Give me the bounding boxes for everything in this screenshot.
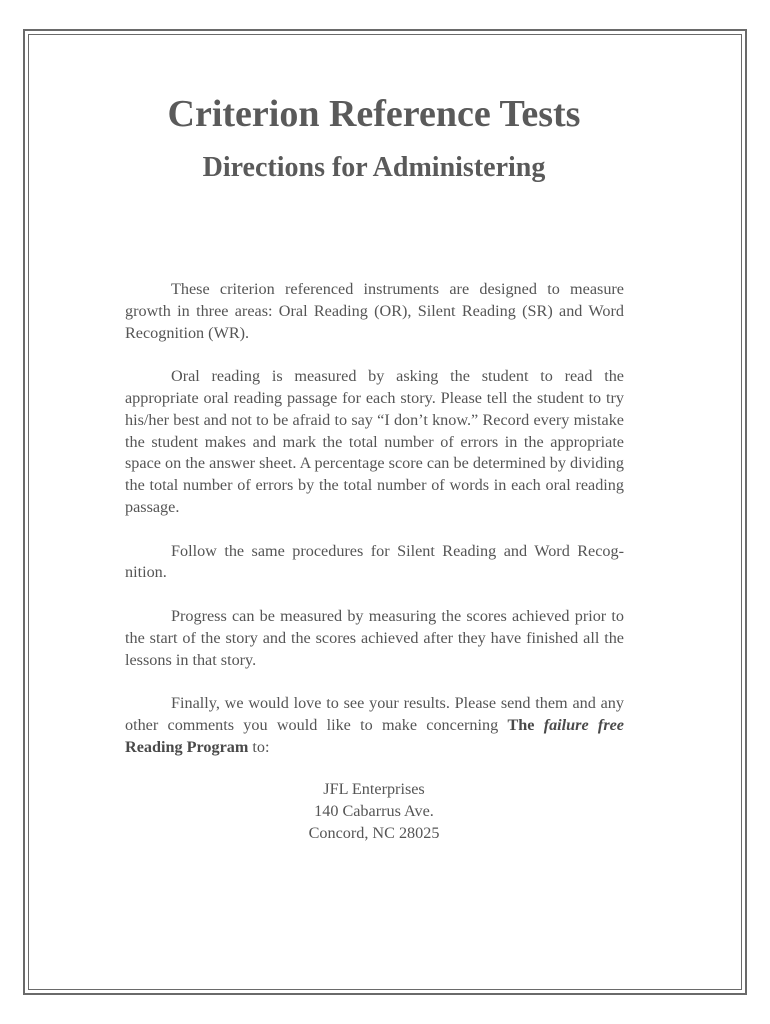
paragraph-closing bbox=[125, 693, 624, 758]
program-name-italic: failure free bbox=[543, 715, 624, 734]
page-title: Criterion Reference Tests bbox=[167, 93, 581, 135]
program-name-the: The bbox=[507, 715, 544, 734]
paragraph-oral-reading: Oral reading is measured by asking the student to read the appropriate oral reading passage for each story. Please tell the student to try his/her best and not to be afraid to say “I don’t know.” Record every mistake the student makes and mark the total number of errors in the appropriate space on the answer sheet. A percentage score can be determined by dividing the total number of errors by the total number of words in each oral reading passage. bbox=[125, 367, 624, 516]
address-city-state-zip: Concord, NC 28025 bbox=[308, 823, 440, 842]
closing-text-before: Finally, we would love to see your results. Please send them and any other comments you would like to make concerning bbox=[125, 694, 624, 734]
paragraph-progress: Progress can be measured by measuring the scores achieved prior to the start of the story and the scores achieved after they have finished all the lessons in that story. bbox=[125, 606, 624, 669]
address-street: 140 Cabarrus Ave. bbox=[314, 801, 434, 820]
page-subtitle: Directions for Administering bbox=[202, 152, 546, 183]
mailing-address bbox=[0, 779, 748, 844]
paragraph-same-procedures: Follow the same procedures for Silent Reading and Word Recognition. bbox=[125, 541, 624, 582]
address-company: JFL Enterprises bbox=[323, 780, 425, 798]
paragraph-intro: These criterion referenced instruments are designed to measure growth in three areas: Oral Reading (OR), Silent Reading (SR) and Word Recognition (WR). bbox=[125, 280, 624, 342]
directions-body bbox=[125, 279, 624, 780]
closing-text-after: to: bbox=[248, 737, 270, 756]
program-name-rest: Reading Program bbox=[125, 737, 249, 756]
